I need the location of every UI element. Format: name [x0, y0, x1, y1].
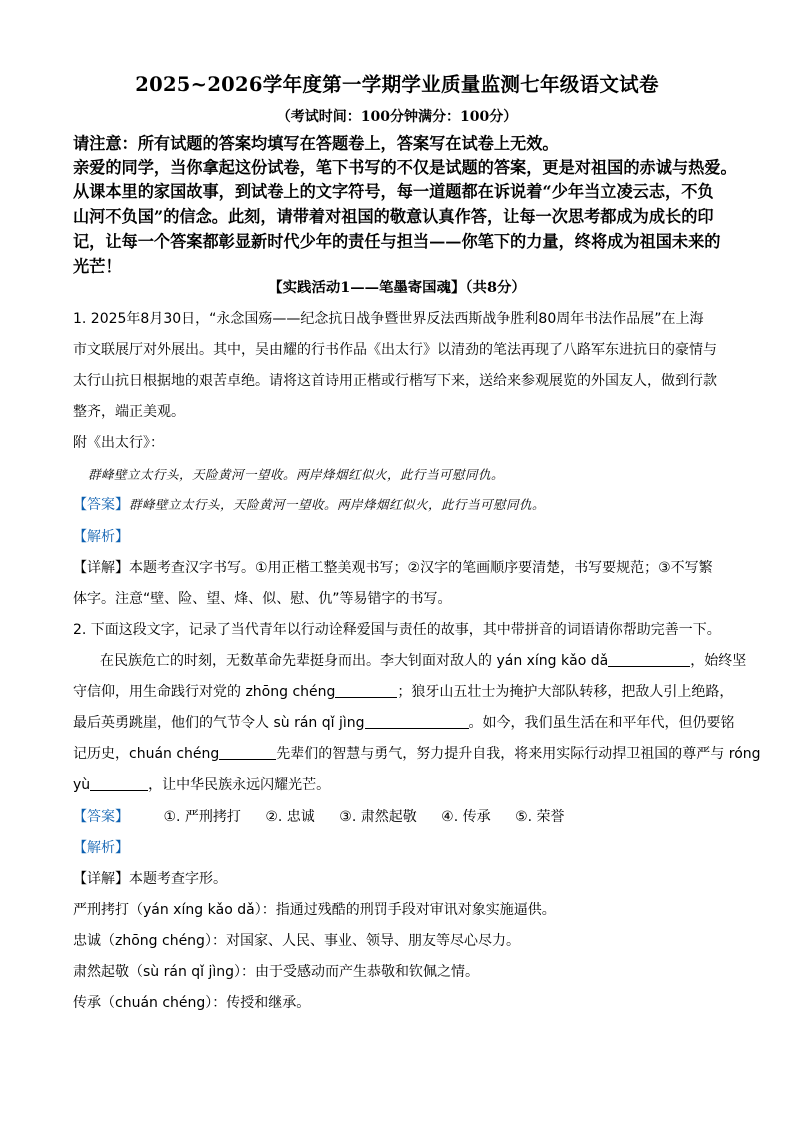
answer-blank-5[interactable]	[90, 776, 148, 791]
answer-text: 群峰壁立太行头，天险黄河一望收。两岸烽烟红似火，此行当可慰同仇。	[129, 497, 546, 512]
detail-tag: 【详解】	[73, 560, 129, 576]
intro-line: 光芒！	[73, 257, 122, 276]
intro-line: 亲爱的同学，当你拿起这份试卷，笔下书写的不仅是试题的答案，更是对祖国的赤诚与热爱。	[73, 158, 737, 177]
q2-passage-line: 记历史，chuán chéng 先辈们的智慧与勇气，努力提升自我，将来用实际行动捍卫祖国的尊严与 róng	[73, 746, 761, 762]
q2-answer	[73, 806, 585, 826]
answer-item: ①. 严刑拷打	[163, 809, 241, 825]
answer-item: ⑤. 荣誉	[515, 809, 565, 825]
q1-text: 整齐，端正美观。	[73, 404, 185, 420]
answer-blank-1[interactable]	[608, 652, 690, 667]
page-title: 2025~2026学年度第一学期学业质量监测七年级语文试卷	[135, 73, 659, 96]
answer-tag: 【答案】	[73, 497, 129, 513]
section-title: 【实践活动1——笔墨寄国魂】（共8分）	[268, 279, 526, 296]
detail-text: 本题考查字形。	[129, 871, 227, 887]
exam-info: （考试时间：100分钟满分：100分）	[276, 109, 518, 125]
q1-detail-cont: 体字。注意“壁、险、望、烽、似、慰、仇”等易错字的书写。	[73, 591, 452, 607]
answer-blank-4[interactable]	[219, 745, 276, 760]
notice-line: 请注意：所有试题的答案均填写在答题卷上，答案写在试卷上无效。	[73, 134, 559, 153]
q1-attach: 附《出太行》：	[73, 435, 164, 451]
q1-detail	[73, 557, 713, 577]
q1-text: 市文联展厅对外展出。其中，吴由耀的行书作品《出太行》以清劲的笔法再现了八路军东进抗日的豪情与	[73, 342, 717, 358]
q2-passage-line: 最后英勇跳崖，他们的气节令人 sù rán qǐ jìng 。如今，我们虽生活在和平年代，但仍要铭	[73, 715, 735, 731]
definition-line: 忠诚（zhōng chéng）：对国家、人民、事业、领导、朋友等尽心尽力。	[73, 933, 520, 949]
analysis-tag: 【解析】	[73, 840, 129, 856]
definition-line: 严刑拷打（yán xíng kǎo dǎ）：指通过残酷的刑罚手段对审讯对象实施逼供。	[73, 902, 556, 918]
answer-item: ④. 传承	[441, 809, 491, 825]
q1-text: 1. 2025年8月30日，“永念国殇——纪念抗日战争暨世界反法西斯战争胜利80周年书法作品展”在上海	[73, 311, 704, 327]
q1-answer	[73, 494, 545, 514]
q1-text: 太行山抗日根据地的艰苦卓绝。请将这首诗用正楷或行楷写下来，送给来参观展览的外国友人，做到行款	[73, 373, 717, 389]
q2-passage-line: 在民族危亡的时刻，无数革命先辈挺身而出。李大钊面对敌人的 yán xíng kǎo dǎ ，始终坚	[100, 653, 747, 669]
poem-line: 群峰壁立太行头，天险黄河一望收。两岸烽烟红似火，此行当可慰同仇。	[88, 467, 505, 482]
answer-blank-3[interactable]	[365, 714, 469, 729]
answer-blank-2[interactable]	[335, 683, 397, 698]
analysis-tag: 【解析】	[73, 529, 129, 545]
detail-text: 本题考查汉字书写。①用正楷工整美观书写；②汉字的笔画顺序要清楚，书写要规范；③不写繁	[129, 560, 713, 576]
q2-detail	[73, 868, 227, 888]
answer-item: ③. 肃然起敬	[339, 809, 417, 825]
intro-line: 从课本里的家国故事，到试卷上的文字符号，每一道题都在诉说着“少年当立凌云志，不负	[73, 182, 714, 201]
detail-tag: 【详解】	[73, 871, 129, 887]
definition-line: 肃然起敬（sù rán qǐ jìng）：由于受感动而产生恭敬和钦佩之情。	[73, 964, 480, 980]
intro-line: 记，让每一个答案都彰显新时代少年的责任与担当——你笔下的力量，终将成为祖国未来的	[73, 232, 721, 251]
q2-passage-line: 守信仰，用生命践行对党的 zhōng chéng ；狼牙山五壮士为掩护大部队转移，把敌人引上绝路，	[73, 684, 734, 700]
intro-line: 山河不负国”的信念。此刻，请带着对祖国的敬意认真作答，让每一次思考都成为成长的印	[73, 207, 714, 226]
answer-item: ②. 忠诚	[265, 809, 315, 825]
q2-prompt: 2. 下面这段文字，记录了当代青年以行动诠释爱国与责任的故事，其中带拼音的词语请你帮助完善一下。	[73, 622, 721, 638]
q2-passage-line: yù ，让中华民族永远闪耀光芒。	[73, 777, 331, 793]
answer-tag: 【答案】	[73, 809, 129, 825]
definition-line: 传承（chuán chéng）：传授和继承。	[73, 995, 311, 1011]
